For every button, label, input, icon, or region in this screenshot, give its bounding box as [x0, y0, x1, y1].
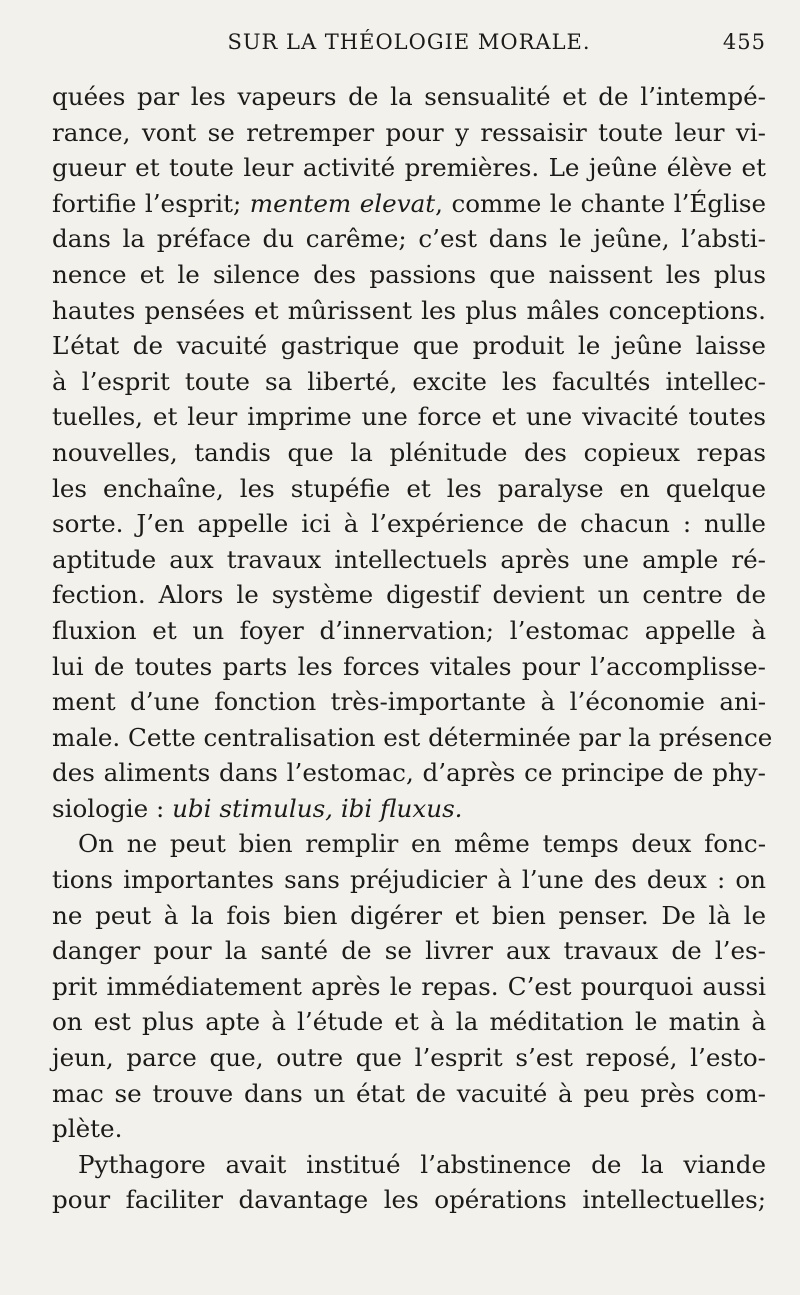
text-line: [52, 791, 766, 827]
text-line: lui de toutes parts les forces vitales pour l’accomplisse-: [52, 651, 766, 681]
text-line: dans la préface du carême; c’est dans le jeûne, l’absti-: [52, 224, 766, 254]
text-line: rance, vont se retremper pour y ressaisir toute leur vi-: [52, 117, 766, 147]
text-line: L’état de vacuité gastrique que produit le jeûne laisse: [52, 331, 766, 361]
text-line: nouvelles, tandis que la plénitude des copieux repas: [52, 437, 766, 467]
latin-quote: ubi stimulus, ibi fluxus.: [172, 793, 463, 823]
text-line: pour faciliter davantage les opérations intellectuelles;: [52, 1185, 766, 1215]
text-segment: , comme le chante l’Église: [435, 188, 766, 218]
text-line: à l’esprit toute sa liberté, excite les facultés intellec-: [52, 366, 766, 396]
text-line: les enchaîne, les stupéfie et les paralyse en quelque: [52, 473, 766, 503]
latin-quote: mentem elevat: [249, 188, 436, 218]
running-title: SUR LA THÉOLOGIE MORALE.: [227, 30, 591, 54]
text-line: mac se trouve dans un état de vacuité à peu près com-: [52, 1078, 766, 1108]
text-line: tuelles, et leur imprime une force et une vivacité toutes: [52, 402, 766, 432]
text-line: ment d’une fonction très-importante à l’économie ani-: [52, 687, 766, 717]
text-line: sorte. J’en appelle ici à l’expérience de chacun : nulle: [52, 509, 766, 539]
body-text: [52, 79, 773, 1218]
text-line: hautes pensées et mûrissent les plus mâles conceptions.: [52, 295, 766, 325]
text-line: prit immédiatement après le repas. C’est pourquoi aussi: [52, 971, 766, 1001]
paragraph-1: [52, 79, 773, 826]
text-segment: fortifie l’esprit;: [52, 188, 250, 218]
text-line: Pythagore avait institué l’abstinence de la viande: [78, 1149, 766, 1179]
text-line: gueur et toute leur activité premières. Le jeûne élève et: [52, 153, 766, 183]
text-line: [52, 186, 766, 222]
paragraph-2: [52, 826, 766, 1146]
text-segment: siologie :: [52, 793, 173, 823]
text-line: jeun, parce que, outre que l’esprit s’est reposé, l’esto-: [52, 1043, 766, 1073]
running-head: [52, 30, 766, 64]
text-line: fection. Alors le système digestif devient un centre de: [52, 580, 766, 610]
text-line: plète.: [52, 1114, 123, 1144]
text-line: danger pour la santé de se livrer aux travaux de l’es-: [52, 936, 766, 966]
page-number: 455: [722, 30, 766, 54]
text-line: male. Cette centralisation est déterminée par la présence: [52, 722, 773, 752]
text-line: tions importantes sans préjudicier à l’une des deux : on: [52, 865, 766, 895]
paragraph-3: [52, 1147, 766, 1218]
text-line: quées par les vapeurs de la sensualité et de l’intempé-: [52, 82, 766, 111]
text-line: On ne peut bien remplir en même temps deux fonc-: [78, 829, 766, 859]
text-line: aptitude aux travaux intellectuels après une ample ré-: [52, 544, 766, 574]
text-line: des aliments dans l’estomac, d’après ce principe de phy-: [52, 758, 766, 788]
text-line: nence et le silence des passions que naissent les plus: [52, 259, 766, 289]
text-line: fluxion et un foyer d’innervation; l’estomac appelle à: [52, 615, 766, 645]
text-line: ne peut à la fois bien digérer et bien penser. De là le: [52, 900, 766, 930]
text-line: on est plus apte à l’étude et à la méditation le matin à: [52, 1007, 766, 1037]
